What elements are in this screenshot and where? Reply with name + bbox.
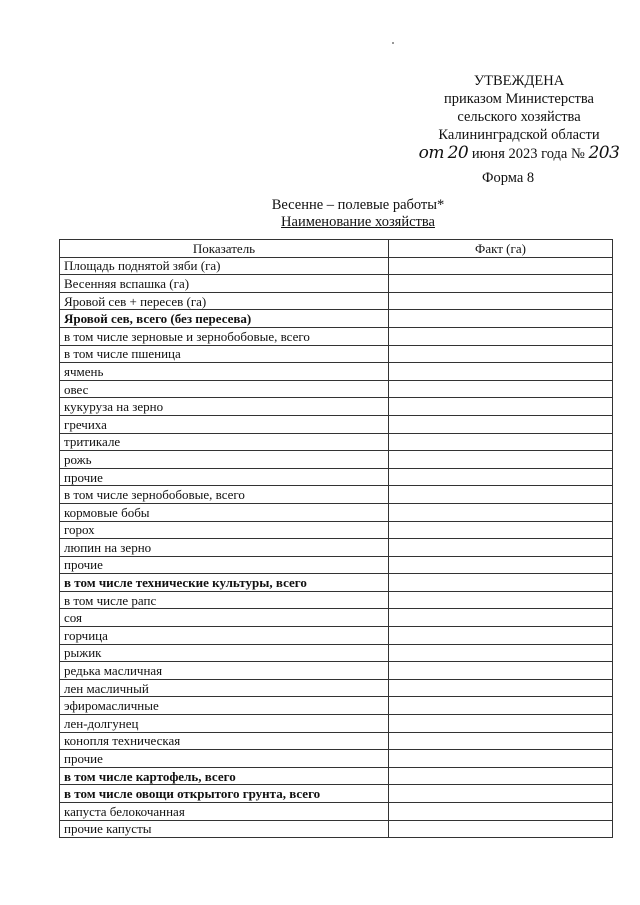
row-label: овес — [60, 380, 389, 398]
row-label: в том числе овощи открытого грунта, всего — [60, 785, 389, 803]
row-fact-value[interactable] — [389, 820, 613, 838]
table-header-row — [60, 240, 613, 258]
approval-block — [400, 72, 638, 163]
row-label: в том числе картофель, всего — [60, 767, 389, 785]
row-label: горох — [60, 521, 389, 539]
row-label: в том числе технические культуры, всего — [60, 574, 389, 592]
row-label: Весенняя вспашка (га) — [60, 275, 389, 293]
table-row — [60, 345, 613, 363]
row-fact-value[interactable] — [389, 468, 613, 486]
row-label: тритикале — [60, 433, 389, 451]
row-fact-value[interactable] — [389, 380, 613, 398]
table-row — [60, 732, 613, 750]
row-label: лен масличный — [60, 679, 389, 697]
row-label: кукуруза на зерно — [60, 398, 389, 416]
row-fact-value[interactable] — [389, 310, 613, 328]
row-fact-value[interactable] — [389, 292, 613, 310]
table-row — [60, 363, 613, 381]
header-indicator: Показатель — [60, 240, 389, 258]
approval-line-order: приказом Министерства — [444, 91, 594, 107]
table-row — [60, 627, 613, 645]
table-row — [60, 415, 613, 433]
row-fact-value[interactable] — [389, 785, 613, 803]
table-row — [60, 327, 613, 345]
row-fact-value[interactable] — [389, 732, 613, 750]
table-row — [60, 679, 613, 697]
table-row — [60, 433, 613, 451]
row-label: лен-долгунец — [60, 715, 389, 733]
table-row — [60, 468, 613, 486]
row-label: люпин на зерно — [60, 539, 389, 557]
scan-speck — [392, 42, 394, 44]
row-fact-value[interactable] — [389, 503, 613, 521]
row-label: Площадь поднятой зяби (га) — [60, 257, 389, 275]
table-row — [60, 750, 613, 768]
approval-line-region: Калининградской области — [438, 127, 600, 143]
table-row — [60, 556, 613, 574]
row-fact-value[interactable] — [389, 679, 613, 697]
row-label: ячмень — [60, 363, 389, 381]
table-row — [60, 697, 613, 715]
table-row — [60, 380, 613, 398]
table-row — [60, 785, 613, 803]
row-label: в том числе рапс — [60, 591, 389, 609]
approval-line-ministry: сельского хозяйства — [457, 109, 581, 125]
table-row — [60, 591, 613, 609]
row-fact-value[interactable] — [389, 257, 613, 275]
row-label: Яровой сев + пересев (га) — [60, 292, 389, 310]
table-row — [60, 275, 613, 293]
row-label: капуста белокочанная — [60, 803, 389, 821]
row-fact-value[interactable] — [389, 591, 613, 609]
table-row — [60, 310, 613, 328]
row-fact-value[interactable] — [389, 433, 613, 451]
row-fact-value[interactable] — [389, 644, 613, 662]
row-fact-value[interactable] — [389, 609, 613, 627]
row-fact-value[interactable] — [389, 363, 613, 381]
row-label: прочие — [60, 556, 389, 574]
row-label: конопля техническая — [60, 732, 389, 750]
farm-name-label: Наименование хозяйства — [281, 214, 435, 230]
table-row — [60, 486, 613, 504]
table-row — [60, 574, 613, 592]
row-label: прочие — [60, 468, 389, 486]
table-row — [60, 503, 613, 521]
table-row — [60, 292, 613, 310]
table-row — [60, 398, 613, 416]
row-label: эфиромасличные — [60, 697, 389, 715]
table-row — [60, 539, 613, 557]
document-title: Весенне – полевые работы* — [271, 197, 445, 213]
row-fact-value[interactable] — [389, 345, 613, 363]
date-day-handwritten: 20 — [447, 143, 469, 163]
row-fact-value[interactable] — [389, 574, 613, 592]
row-fact-value[interactable] — [389, 627, 613, 645]
table-row — [60, 644, 613, 662]
row-label: прочие капусты — [60, 820, 389, 838]
date-rest: июня 2023 года № — [471, 146, 585, 162]
row-label: горчица — [60, 627, 389, 645]
row-fact-value[interactable] — [389, 327, 613, 345]
row-label: редька масличная — [60, 662, 389, 680]
form-label: Форма 8 — [482, 170, 535, 186]
row-label: Яровой сев, всего (без пересева) — [60, 310, 389, 328]
date-prefix-handwritten: от — [418, 143, 444, 163]
table-row — [60, 803, 613, 821]
row-fact-value[interactable] — [389, 451, 613, 469]
row-label: гречиха — [60, 415, 389, 433]
table-row — [60, 257, 613, 275]
row-fact-value[interactable] — [389, 803, 613, 821]
row-fact-value[interactable] — [389, 539, 613, 557]
row-fact-value[interactable] — [389, 486, 613, 504]
row-fact-value[interactable] — [389, 398, 613, 416]
row-label: рыжик — [60, 644, 389, 662]
row-label: рожь — [60, 451, 389, 469]
table-row — [60, 715, 613, 733]
row-fact-value[interactable] — [389, 767, 613, 785]
table-row — [60, 609, 613, 627]
order-number-handwritten: 203 — [588, 143, 620, 163]
row-fact-value[interactable] — [389, 556, 613, 574]
table-row — [60, 820, 613, 838]
table-row — [60, 767, 613, 785]
approval-date-line — [400, 144, 638, 163]
row-label: в том числе зерновые и зернобобовые, всего — [60, 327, 389, 345]
row-fact-value[interactable] — [389, 715, 613, 733]
row-label: в том числе пшеница — [60, 345, 389, 363]
row-fact-value[interactable] — [389, 275, 613, 293]
row-label: кормовые бобы — [60, 503, 389, 521]
table-row — [60, 662, 613, 680]
row-label: в том числе зернобобовые, всего — [60, 486, 389, 504]
table-row — [60, 451, 613, 469]
approval-title: УТВЕЖДЕНА — [473, 73, 565, 89]
document-subtitle — [0, 214, 640, 231]
row-fact-value[interactable] — [389, 662, 613, 680]
row-fact-value[interactable] — [389, 697, 613, 715]
table-row — [60, 521, 613, 539]
header-fact: Факт (га) — [389, 240, 613, 258]
row-fact-value[interactable] — [389, 415, 613, 433]
row-label: прочие — [60, 750, 389, 768]
row-fact-value[interactable] — [389, 750, 613, 768]
table-body — [60, 257, 613, 838]
report-table — [59, 239, 613, 838]
row-fact-value[interactable] — [389, 521, 613, 539]
row-label: соя — [60, 609, 389, 627]
